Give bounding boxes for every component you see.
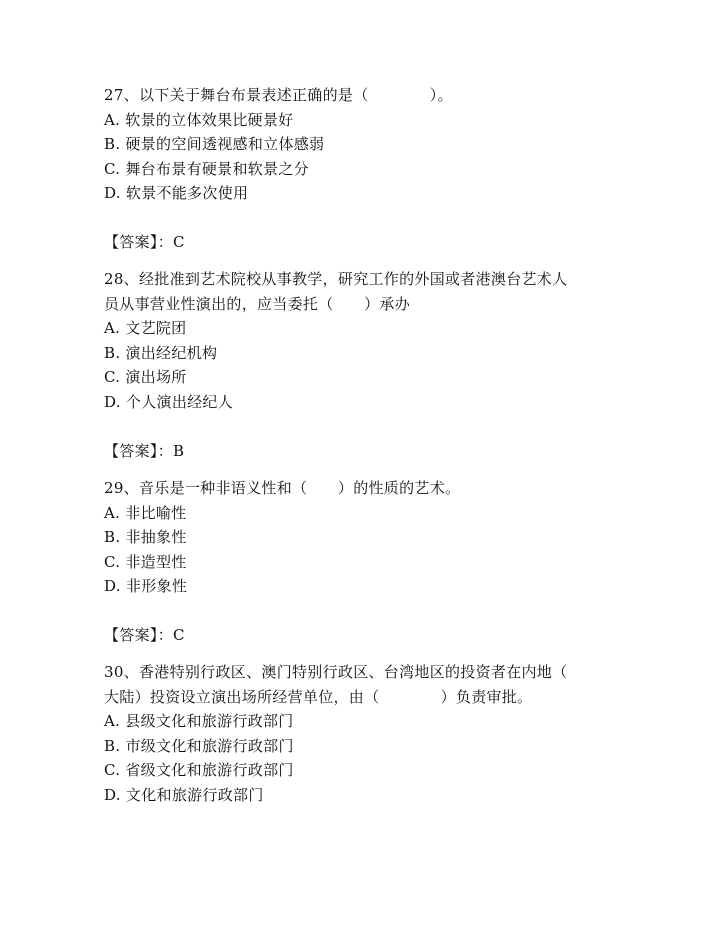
option-c: C. 省级文化和旅游行政部门 <box>104 761 294 779</box>
answer-28: 【答案】：B <box>104 442 185 460</box>
question-29 <box>104 476 644 599</box>
option-a: A. 非比喻性 <box>104 503 187 522</box>
option-c: C. 演出场所 <box>104 368 187 386</box>
question-27 <box>104 83 644 206</box>
answer-27: 【答案】：C <box>104 233 185 251</box>
option-a: A. 文艺院团 <box>104 319 187 337</box>
option-b: B. 非抽象性 <box>104 528 187 546</box>
question-stem: 28、经批准到艺术院校从事教学，研究工作的外国或者港澳台艺术人 <box>104 270 568 288</box>
option-d: D. 个人演出经纪人 <box>104 392 234 411</box>
question-stem-continued: 员从事营业性演出的，应当委托（ ）承办 <box>104 294 411 313</box>
option-b: B. 市级文化和旅游行政部门 <box>104 736 294 755</box>
option-c: C. 舞台布景有硬景和软景之分 <box>104 159 309 178</box>
question-stem: 30、香港特别行政区、澳门特别行政区、台湾地区的投资者在内地（ <box>104 663 568 681</box>
option-d: D. 文化和旅游行政部门 <box>104 785 264 804</box>
option-a: A. 软景的立体效果比硬景好 <box>104 110 294 129</box>
question-30 <box>104 660 644 807</box>
option-b: B. 硬景的空间透视感和立体感弱 <box>104 135 325 153</box>
question-28 <box>104 267 644 414</box>
question-stem: 27、以下关于舞台布景表述正确的是（ ）。 <box>104 86 453 104</box>
option-d: D. 软景不能多次使用 <box>104 184 249 202</box>
option-a: A. 县级文化和旅游行政部门 <box>104 712 294 730</box>
option-d: D. 非形象性 <box>104 577 188 595</box>
question-stem: 29、音乐是一种非语义性和（ ）的性质的艺术。 <box>104 479 461 497</box>
option-b: B. 演出经纪机构 <box>104 343 218 362</box>
question-stem-continued: 大陆）投资设立演出场所经营单位，由（ ）负责审批。 <box>104 687 533 706</box>
option-c: C. 非造型性 <box>104 552 187 571</box>
answer-29: 【答案】：C <box>104 626 185 644</box>
